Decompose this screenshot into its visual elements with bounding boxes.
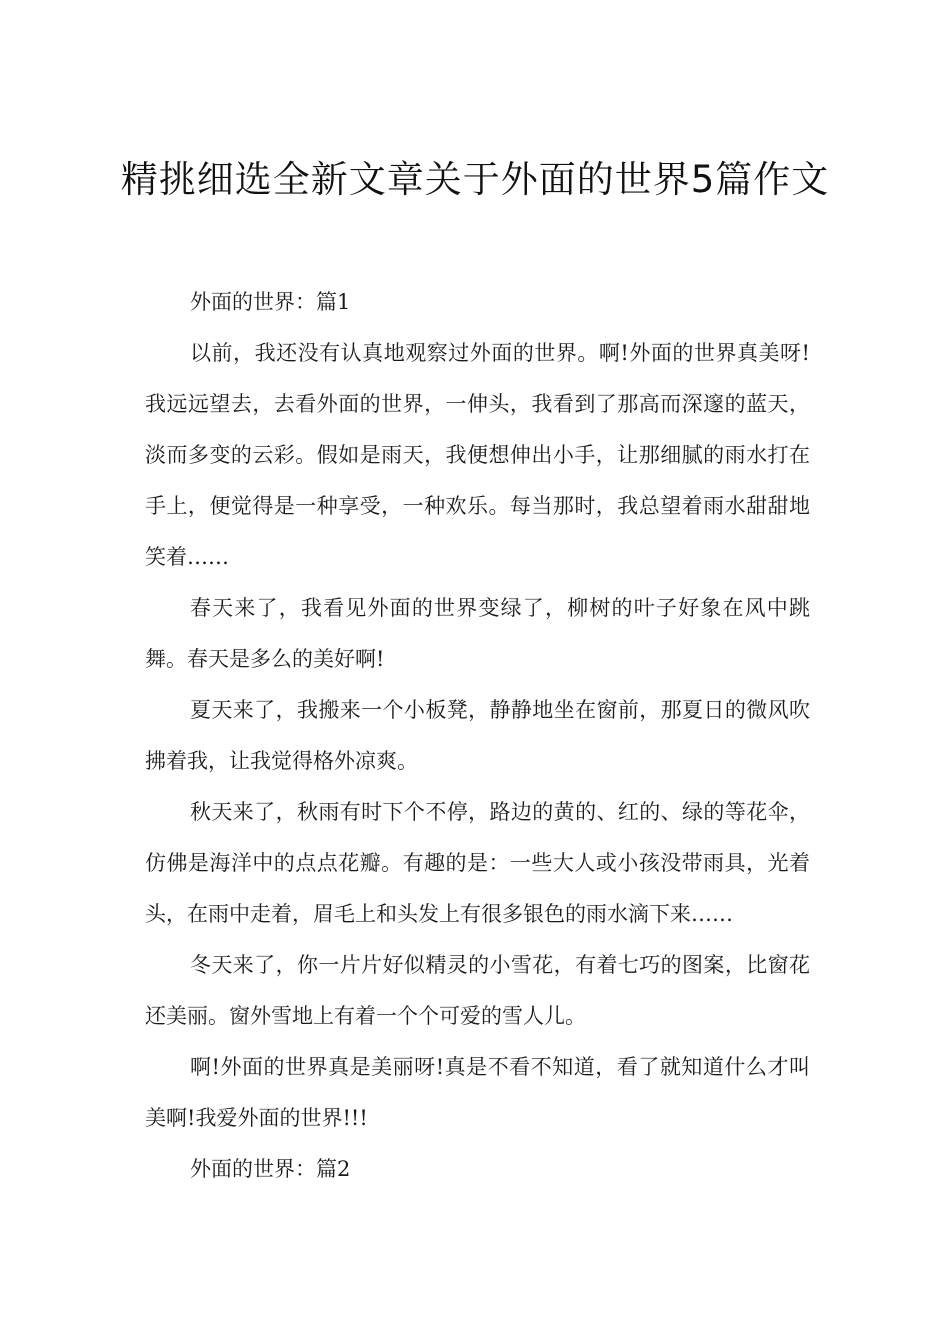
paragraph: 冬天来了，你一片片好似精灵的小雪花，有着七巧的图案，比窗花还美丽。窗外雪地上有着一个个可爱的雪人儿。 <box>145 953 810 1028</box>
document-title: 精挑细选全新文章关于外面的世界5篇作文 <box>120 157 830 201</box>
section-heading: 外面的世界：篇1 <box>190 290 351 314</box>
section-heading: 外面的世界：篇2 <box>190 1157 351 1181</box>
paragraph: 以前，我还没有认真地观察过外面的世界。啊!外面的世界真美呀!我远远望去，去看外面的世界，一伸头，我看到了那高而深邃的蓝天，淡而多变的云彩。假如是雨天，我便想伸出小手，让那细腻的雨水打在手上，便觉得是一种享受，一种欢乐。每当那时，我总望着雨水甜甜地笑着…… <box>145 341 810 569</box>
paragraph: 秋天来了，秋雨有时下个不停，路边的黄的、红的、绿的等花伞，仿佛是海洋中的点点花瓣。有趣的是：一些大人或小孩没带雨具，光着头，在雨中走着，眉毛上和头发上有很多银色的雨水滴下来…… <box>145 800 810 926</box>
paragraph: 啊!外面的世界真是美丽呀!真是不看不知道，看了就知道什么才叫美啊!我爱外面的世界!!! <box>145 1055 810 1130</box>
paragraph: 春天来了，我看见外面的世界变绿了，柳树的叶子好象在风中跳舞。春天是多么的美好啊! <box>145 596 810 671</box>
document-body <box>145 277 810 1195</box>
paragraph: 夏天来了，我搬来一个小板凳，静静地坐在窗前，那夏日的微风吹拂着我，让我觉得格外凉爽。 <box>145 698 810 773</box>
